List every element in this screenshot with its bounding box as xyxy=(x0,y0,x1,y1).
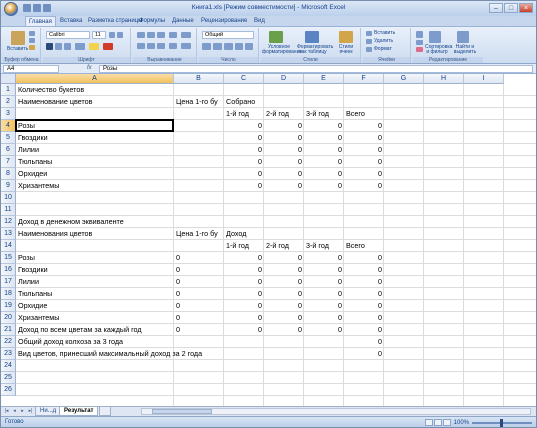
cell-b16[interactable]: 0 xyxy=(176,265,180,274)
cells-group-label: Ячейки xyxy=(363,57,410,63)
cell-b2[interactable]: Цена 1-го бу xyxy=(176,97,218,106)
cell-a17[interactable]: Лилии xyxy=(18,277,39,286)
cell-f19[interactable]: 0 xyxy=(378,301,382,310)
conditional-formatting-label[interactable]: Условное форматирование xyxy=(262,44,303,55)
row-header-12[interactable]: 12 xyxy=(1,216,16,228)
font-color-icon[interactable] xyxy=(103,43,113,50)
cell-c7[interactable]: 0 xyxy=(258,157,262,166)
paste-label[interactable]: Вставить xyxy=(7,46,29,52)
tab-view[interactable]: Вид xyxy=(254,18,265,24)
column-gridline xyxy=(503,84,504,406)
cell-a19[interactable]: Орхидие xyxy=(18,301,48,310)
decrease-decimal-icon[interactable] xyxy=(245,43,253,50)
cell-b19[interactable]: 0 xyxy=(176,301,180,310)
italic-icon[interactable] xyxy=(55,43,62,50)
format-as-table-icon[interactable] xyxy=(305,31,319,43)
format-cells-label[interactable]: Формат xyxy=(374,46,392,52)
worksheet-grid[interactable] xyxy=(1,74,536,406)
editing-group xyxy=(413,28,483,63)
column-header-f[interactable]: F xyxy=(344,74,384,84)
tab-insert[interactable]: Вставка xyxy=(60,18,83,24)
alignment-group-label: Выравнивание xyxy=(133,57,196,63)
cell-a15[interactable]: Розы xyxy=(18,253,35,262)
fill-color-icon[interactable] xyxy=(89,43,99,50)
cell-a6[interactable]: Лилии xyxy=(18,145,39,154)
cell-b17[interactable]: 0 xyxy=(176,277,180,286)
cell-c3[interactable]: 1-й год xyxy=(226,109,249,118)
cell-c14[interactable]: 1-й год xyxy=(226,241,249,250)
cell-f16[interactable]: 0 xyxy=(378,265,382,274)
zoom-control xyxy=(425,419,532,426)
row-header-6[interactable]: 6 xyxy=(1,144,16,156)
orientation-icon[interactable] xyxy=(169,32,177,38)
row-header-3[interactable]: 3 xyxy=(1,108,16,120)
cut-icon[interactable] xyxy=(29,31,35,36)
cell-e9[interactable]: 0 xyxy=(338,181,342,190)
cell-f8[interactable]: 0 xyxy=(378,169,382,178)
copy-icon[interactable] xyxy=(29,38,35,43)
row-header-23[interactable]: 23 xyxy=(1,348,16,360)
find-select-label[interactable]: Найти и выделить xyxy=(453,44,477,55)
find-select-icon[interactable] xyxy=(457,31,469,43)
conditional-formatting-icon[interactable] xyxy=(269,31,283,43)
insert-cells-label[interactable]: Вставить xyxy=(374,30,396,36)
sheet-tab-result[interactable]: Результат xyxy=(59,407,98,416)
bold-icon[interactable] xyxy=(46,43,53,50)
row-header-13[interactable]: 13 xyxy=(1,228,16,240)
cell-c21[interactable]: 0 xyxy=(258,325,262,334)
cell-c2[interactable]: Собрано xyxy=(226,97,256,106)
cell-e16[interactable]: 0 xyxy=(338,265,342,274)
horizontal-scrollbar[interactable] xyxy=(141,408,531,415)
cell-a2[interactable]: Наименование цветов xyxy=(18,97,93,106)
zoom-slider-knob[interactable] xyxy=(500,419,503,427)
cell-e5[interactable]: 0 xyxy=(338,133,342,142)
row-header-10[interactable]: 10 xyxy=(1,192,16,204)
clipboard-group-label: Буфер обмена xyxy=(4,57,39,63)
row-header-2[interactable]: 2 xyxy=(1,96,16,108)
row-header-22[interactable]: 22 xyxy=(1,336,16,348)
row-header-25[interactable]: 25 xyxy=(1,372,16,384)
cell-d15[interactable]: 0 xyxy=(298,253,302,262)
cell-f15[interactable]: 0 xyxy=(378,253,382,262)
status-text: Готово xyxy=(5,419,24,425)
sheet-tab-1[interactable]: Ни...д xyxy=(35,407,61,416)
cell-d17[interactable]: 0 xyxy=(298,277,302,286)
prev-sheet-icon[interactable]: ◂ xyxy=(13,408,16,414)
align-left-icon[interactable] xyxy=(137,43,145,49)
row-header-26[interactable]: 26 xyxy=(1,384,16,396)
sort-filter-label[interactable]: Сортировка и фильтр xyxy=(425,44,453,55)
row-gridline xyxy=(16,371,536,372)
ribbon-tabs xyxy=(1,16,536,26)
column-header-b[interactable]: B xyxy=(174,74,224,84)
cell-f4[interactable]: 0 xyxy=(378,121,382,130)
cell-e15[interactable]: 0 xyxy=(338,253,342,262)
row-header-11[interactable]: 11 xyxy=(1,204,16,216)
align-center-icon[interactable] xyxy=(147,43,155,49)
format-cells-icon[interactable] xyxy=(366,47,372,52)
name-box[interactable]: A4 xyxy=(3,65,59,73)
cell-a20[interactable]: Хризантемы xyxy=(18,313,60,322)
row-header-18[interactable]: 18 xyxy=(1,288,16,300)
row-header-9[interactable]: 9 xyxy=(1,180,16,192)
title-bar xyxy=(1,1,536,16)
underline-icon[interactable] xyxy=(64,43,71,50)
cell-e8[interactable]: 0 xyxy=(338,169,342,178)
delete-cells-icon[interactable] xyxy=(366,39,372,44)
cell-d16[interactable]: 0 xyxy=(298,265,302,274)
cell-c13[interactable]: Доход xyxy=(226,229,247,238)
cell-a4[interactable]: Розы xyxy=(18,121,35,130)
number-group-label: Число xyxy=(199,57,258,63)
font-group xyxy=(43,28,131,63)
cell-a18[interactable]: Тюльпаны xyxy=(18,289,53,298)
cell-b21[interactable]: 0 xyxy=(176,325,180,334)
last-sheet-icon[interactable]: ▸| xyxy=(28,408,33,414)
sort-filter-icon[interactable] xyxy=(429,31,441,43)
clear-icon[interactable] xyxy=(416,47,423,52)
cell-c8[interactable]: 0 xyxy=(258,169,262,178)
column-header-e[interactable]: E xyxy=(304,74,344,84)
editing-group-label: Редактирование xyxy=(413,57,483,63)
cell-c20[interactable]: 0 xyxy=(258,313,262,322)
wrap-text-icon[interactable] xyxy=(181,32,191,38)
view-buttons xyxy=(425,419,451,426)
increase-decimal-icon[interactable] xyxy=(235,43,243,50)
page-break-view-icon[interactable] xyxy=(443,419,451,426)
row-header-8[interactable]: 8 xyxy=(1,168,16,180)
row-header-5[interactable]: 5 xyxy=(1,132,16,144)
format-as-table-label[interactable]: Форматировать как таблицу xyxy=(297,44,334,55)
status-bar xyxy=(1,416,536,428)
row-header-16[interactable]: 16 xyxy=(1,264,16,276)
currency-icon[interactable] xyxy=(202,43,211,50)
zoom-percent[interactable]: 100% xyxy=(453,419,469,426)
row-gridline xyxy=(16,203,536,204)
comma-style-icon[interactable] xyxy=(224,43,233,50)
clipboard-group xyxy=(3,28,41,63)
first-sheet-icon[interactable]: |◂ xyxy=(4,408,9,414)
sheet-tab-bar xyxy=(1,406,536,416)
cell-b18[interactable]: 0 xyxy=(176,289,180,298)
function-icon[interactable]: fx xyxy=(87,65,92,71)
cell-a22[interactable]: Общий доход колхоза за 3 года xyxy=(18,337,124,346)
cell-a23[interactable]: Вид цветов, принесший максимальный доход за 2 года xyxy=(18,349,203,358)
cell-c5[interactable]: 0 xyxy=(258,133,262,142)
row-header-14[interactable]: 14 xyxy=(1,240,16,252)
cell-e3[interactable]: 3-й год xyxy=(306,109,329,118)
cell-f21[interactable]: 0 xyxy=(378,325,382,334)
cell-c9[interactable]: 0 xyxy=(258,181,262,190)
column-gridline xyxy=(463,84,464,406)
new-sheet-icon[interactable] xyxy=(99,407,111,416)
cell-c6[interactable]: 0 xyxy=(258,145,262,154)
cell-f18[interactable]: 0 xyxy=(378,289,382,298)
autosum-icon[interactable] xyxy=(416,31,423,38)
percent-icon[interactable] xyxy=(213,43,222,50)
insert-cells-icon[interactable] xyxy=(366,31,372,36)
horizontal-scroll-thumb[interactable] xyxy=(152,409,212,414)
number-group xyxy=(199,28,259,63)
cell-e17[interactable]: 0 xyxy=(338,277,342,286)
zoom-slider[interactable] xyxy=(472,422,532,424)
cell-f9[interactable]: 0 xyxy=(378,181,382,190)
cell-d21[interactable]: 0 xyxy=(298,325,302,334)
cell-e6[interactable]: 0 xyxy=(338,145,342,154)
alignment-group xyxy=(133,28,197,63)
column-header-h[interactable]: H xyxy=(424,74,464,84)
close-button[interactable]: × xyxy=(519,3,533,13)
page-layout-view-icon[interactable] xyxy=(434,419,442,426)
column-header-i[interactable]: I xyxy=(464,74,504,84)
cell-e14[interactable]: 3-й год xyxy=(306,241,329,250)
row-header-24[interactable]: 24 xyxy=(1,360,16,372)
cell-c15[interactable]: 0 xyxy=(258,253,262,262)
row-header-17[interactable]: 17 xyxy=(1,276,16,288)
cell-d20[interactable]: 0 xyxy=(298,313,302,322)
format-painter-icon[interactable] xyxy=(29,45,35,50)
formula-bar xyxy=(1,64,536,74)
select-all-corner[interactable] xyxy=(1,74,16,84)
shrink-font-icon[interactable] xyxy=(117,32,123,38)
cell-f14[interactable]: Всего xyxy=(346,241,365,250)
cell-d3[interactable]: 2-й год xyxy=(266,109,289,118)
tab-page-layout[interactable]: Разметка страницы xyxy=(88,18,143,24)
fill-icon[interactable] xyxy=(416,40,423,45)
borders-icon[interactable] xyxy=(75,43,85,50)
cell-a16[interactable]: Гвоздики xyxy=(18,265,48,274)
row-header-15[interactable]: 15 xyxy=(1,252,16,264)
active-cell-cursor[interactable] xyxy=(15,119,174,132)
cell-styles-icon[interactable] xyxy=(339,31,353,43)
cells-group xyxy=(363,28,411,63)
cell-d6[interactable]: 0 xyxy=(298,145,302,154)
formula-input[interactable]: Розы xyxy=(99,65,533,73)
cell-d4[interactable]: 0 xyxy=(298,121,302,130)
tab-data[interactable]: Данные xyxy=(172,18,194,24)
normal-view-icon[interactable] xyxy=(425,419,433,426)
row-header-4[interactable]: 4 xyxy=(1,120,16,132)
cell-d19[interactable]: 0 xyxy=(298,301,302,310)
paste-icon[interactable] xyxy=(11,31,25,45)
styles-group-label: Стили xyxy=(261,57,360,63)
cell-a8[interactable]: Орхидеи xyxy=(18,169,48,178)
row-gridline xyxy=(16,395,536,396)
cell-b15[interactable]: 0 xyxy=(176,253,180,262)
ribbon xyxy=(1,26,536,64)
row-header-1[interactable]: 1 xyxy=(1,84,16,96)
column-header-d[interactable]: D xyxy=(264,74,304,84)
delete-cells-label[interactable]: Удалить xyxy=(374,38,394,44)
cell-e7[interactable]: 0 xyxy=(338,157,342,166)
cell-b20[interactable]: 0 xyxy=(176,313,180,322)
cell-c4[interactable]: 0 xyxy=(258,121,262,130)
column-header-c[interactable]: C xyxy=(224,74,264,84)
cell-a1[interactable]: Количество букетов xyxy=(18,85,85,94)
tab-home[interactable]: Главная xyxy=(25,16,56,26)
cell-c19[interactable]: 0 xyxy=(258,301,262,310)
number-format-field[interactable]: Общий xyxy=(202,31,254,39)
cell-b13[interactable]: Цена 1-го бу xyxy=(176,229,218,238)
font-group-label: Шрифт xyxy=(43,57,130,63)
cell-e4[interactable]: 0 xyxy=(338,121,342,130)
grow-font-icon[interactable] xyxy=(109,32,115,38)
cell-a9[interactable]: Хризантемы xyxy=(18,181,60,190)
tab-review[interactable]: Рецензирование xyxy=(201,18,248,24)
cell-f23[interactable]: 0 xyxy=(378,349,382,358)
maximize-button[interactable]: □ xyxy=(504,3,518,13)
cell-d5[interactable]: 0 xyxy=(298,133,302,142)
cell-styles-label[interactable]: Стили ячеек xyxy=(338,44,354,55)
merge-center-icon[interactable] xyxy=(181,43,191,49)
align-top-icon[interactable] xyxy=(137,32,145,38)
align-middle-icon[interactable] xyxy=(147,32,155,38)
cell-f22[interactable]: 0 xyxy=(378,337,382,346)
cell-d8[interactable]: 0 xyxy=(298,169,302,178)
row-header-7[interactable]: 7 xyxy=(1,156,16,168)
cell-e21[interactable]: 0 xyxy=(338,325,342,334)
cell-e18[interactable]: 0 xyxy=(338,289,342,298)
cell-f7[interactable]: 0 xyxy=(378,157,382,166)
window-title: Книга1.xls [Режим совместимости] - Microsoft Excel xyxy=(191,4,346,11)
cell-c17[interactable]: 0 xyxy=(258,277,262,286)
cell-a21[interactable]: Доход по всем цветам за каждый год xyxy=(18,325,142,334)
cell-f20[interactable]: 0 xyxy=(378,313,382,322)
cell-d18[interactable]: 0 xyxy=(298,289,302,298)
cell-d9[interactable]: 0 xyxy=(298,181,302,190)
column-header-a[interactable]: A xyxy=(16,74,174,84)
cell-d14[interactable]: 2-й год xyxy=(266,241,289,250)
cell-f17[interactable]: 0 xyxy=(378,277,382,286)
cell-a13[interactable]: Наименования цветов xyxy=(18,229,93,238)
cell-f6[interactable]: 0 xyxy=(378,145,382,154)
row-gridline xyxy=(16,383,536,384)
tab-formulas[interactable]: Формулы xyxy=(139,18,166,24)
align-right-icon[interactable] xyxy=(157,43,165,49)
align-bottom-icon[interactable] xyxy=(157,32,165,38)
row-header-20[interactable]: 20 xyxy=(1,312,16,324)
cell-e19[interactable]: 0 xyxy=(338,301,342,310)
column-gridline xyxy=(423,84,424,406)
cell-e20[interactable]: 0 xyxy=(338,313,342,322)
cell-c18[interactable]: 0 xyxy=(258,289,262,298)
row-header-21[interactable]: 21 xyxy=(1,324,16,336)
minimize-button[interactable]: – xyxy=(489,3,503,13)
cell-a12[interactable]: Доход в денежном эквиваленте xyxy=(18,217,124,226)
next-sheet-icon[interactable]: ▸ xyxy=(21,408,24,414)
font-name-field[interactable]: Calibri xyxy=(46,31,90,39)
cell-c16[interactable]: 0 xyxy=(258,265,262,274)
cell-a5[interactable]: Гвоздики xyxy=(18,133,48,142)
column-header-g[interactable]: G xyxy=(384,74,424,84)
cell-a7[interactable]: Тюльпаны xyxy=(18,157,53,166)
cell-f5[interactable]: 0 xyxy=(378,133,382,142)
window-controls xyxy=(489,3,533,13)
cell-f3[interactable]: Всего xyxy=(346,109,365,118)
cell-d7[interactable]: 0 xyxy=(298,157,302,166)
indent-icon[interactable] xyxy=(169,43,177,49)
sheet-nav xyxy=(3,408,34,415)
row-header-19[interactable]: 19 xyxy=(1,300,16,312)
font-size-field[interactable]: 11 xyxy=(92,31,106,39)
styles-group xyxy=(261,28,361,63)
